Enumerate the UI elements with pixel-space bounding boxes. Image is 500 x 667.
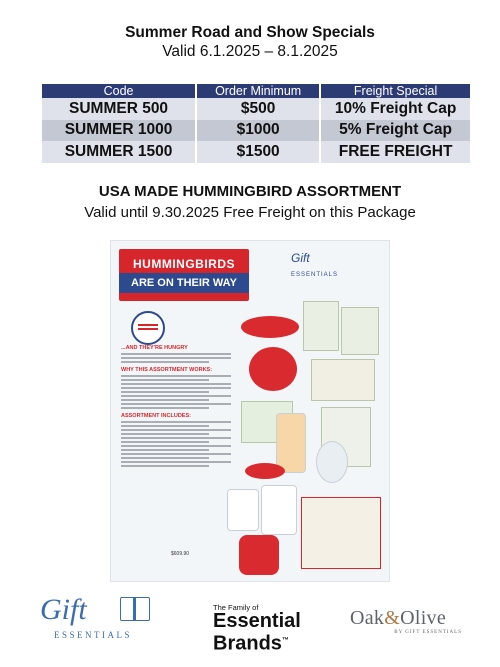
red-feeder-top-icon <box>241 316 299 338</box>
display-box-icon <box>301 497 381 569</box>
gift-logo-text: Gift <box>40 593 87 626</box>
flyer-banner-line2: ARE ON THEIR WAY <box>119 273 249 293</box>
flyer-text-column <box>121 341 231 469</box>
column-header-freight-special: Freight Special <box>320 84 470 98</box>
minimum-cell: $1000 <box>196 120 320 142</box>
flyer-banner <box>119 249 249 301</box>
oak-logo-subtext: BY GIFT ESSENTIALS <box>394 630 462 635</box>
oak-and-olive-logo <box>350 607 470 635</box>
flyer-gift-essentials-logo <box>291 251 338 279</box>
product-box-icon <box>303 301 339 351</box>
flyer-price: $609.90 <box>171 551 190 557</box>
glass-feeder-icon <box>316 441 348 483</box>
assortment-subtitle: Valid until 9.30.2025 Free Freight on this Package <box>84 204 416 221</box>
gift-box-icon <box>120 597 150 621</box>
product-photos <box>241 301 381 576</box>
essential-brands-line2: Brands <box>213 632 282 655</box>
header-valid-dates: Valid 6.1.2025 – 8.1.2025 <box>162 43 338 60</box>
column-header-code: Code <box>42 84 196 98</box>
minimum-cell: $500 <box>196 98 320 120</box>
code-cell: SUMMER 1000 <box>42 120 196 142</box>
product-box-icon <box>341 307 379 355</box>
brand-logos-row <box>0 593 500 653</box>
oak-logo-text: Oak <box>350 607 385 629</box>
table-header-row <box>42 84 470 98</box>
essential-brands-line1: Essential <box>213 610 301 632</box>
freight-cell: 5% Freight Cap <box>320 120 470 142</box>
essential-brands-logo <box>213 603 333 654</box>
feeder-base-icon <box>245 463 285 479</box>
flyer-logo-subtext: ESSENTIALS <box>291 272 339 278</box>
code-cell: SUMMER 500 <box>42 98 196 120</box>
flyer-logo-text: Gift <box>291 251 310 265</box>
flyer-section-heading: ...AND THEY'RE HUNGRY <box>121 345 188 351</box>
red-feeder-icon <box>249 347 297 391</box>
column-header-order-minimum: Order Minimum <box>196 84 320 98</box>
table-row <box>42 120 470 142</box>
table-row <box>42 141 470 163</box>
feeder-bottle-icon <box>276 413 306 473</box>
nectar-bag-icon <box>261 485 297 535</box>
flyer-banner-line1: HUMMINGBIRDS <box>133 257 235 271</box>
gift-essentials-logo <box>40 593 160 647</box>
freight-cell: FREE FREIGHT <box>320 141 470 163</box>
made-in-usa-seal-icon <box>131 311 165 345</box>
header-title: Summer Road and Show Specials <box>125 24 375 41</box>
gift-logo-subtext: ESSENTIALS <box>54 630 133 640</box>
minimum-cell: $1500 <box>196 141 320 163</box>
product-flyer-image <box>110 240 390 582</box>
product-box-icon <box>311 359 375 401</box>
code-cell: SUMMER 1500 <box>42 141 196 163</box>
trademark-symbol: ™ <box>281 637 289 644</box>
olive-logo-text: Olive <box>400 607 447 629</box>
specials-table <box>42 84 470 163</box>
nectar-bag-icon <box>227 489 259 531</box>
red-feeder-icon <box>239 535 279 575</box>
table-row <box>42 98 470 120</box>
freight-cell: 10% Freight Cap <box>320 98 470 120</box>
flyer-section-heading: WHY THIS ASSORTMENT WORKS: <box>121 367 213 373</box>
essential-brands-tagline: The Family of <box>213 603 259 612</box>
oak-logo-ampersand: & <box>384 607 401 629</box>
flyer-section-heading: ASSORTMENT INCLUDES: <box>121 413 191 419</box>
assortment-title: USA MADE HUMMINGBIRD ASSORTMENT <box>98 183 402 200</box>
